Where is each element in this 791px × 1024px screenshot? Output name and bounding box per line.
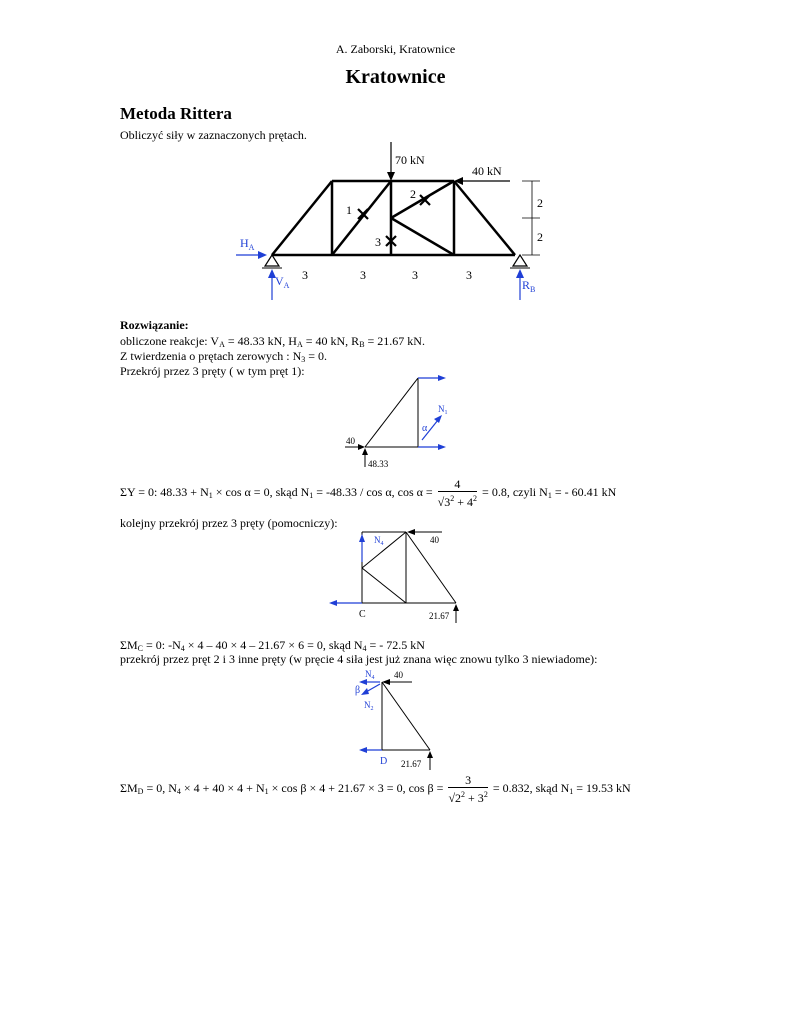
bar-2-label: 2	[410, 187, 416, 201]
fig2-N1-label: $N_1$	[438, 404, 448, 416]
eq1-denominator: $√3^2 + 4^2$	[437, 494, 478, 509]
dim-vertical-lower: 2	[537, 230, 543, 244]
pin-support-icon	[265, 255, 279, 266]
span-3: 3	[412, 268, 418, 282]
equation-1	[120, 478, 616, 509]
reaction-VA-label: $V_A$	[275, 274, 290, 290]
running-header: A. Zaborski, Kratownice	[335, 42, 456, 56]
eq1-right: = 0.8, czyli $N_1$ = - 60.41 kN	[482, 485, 617, 501]
fig2-alpha-label: α	[422, 423, 428, 434]
fig2-reaction-label: 48.33	[368, 459, 389, 469]
section-1-line: Przekrój przez 3 pręty ( w tym pręt 1):	[120, 364, 305, 378]
eq1-fraction	[438, 478, 477, 509]
eq3-left: $\Sigma M_D = 0$, $N_4 \times 4 + 40 \times 4 + N_1 \times \cos \beta \times 4 + 21.67 \times 3 = 0$, cos β =	[120, 781, 444, 797]
equation-3	[120, 774, 631, 805]
fig4-beta-label: β	[355, 685, 361, 696]
solution-heading: Rozwiązanie:	[120, 318, 189, 332]
reaction-HA-label: $H_A$	[240, 236, 255, 252]
bar-3-label: 3	[375, 235, 381, 249]
eq3-right: = 0.832, skąd $N_1 = 19.53$ kN	[492, 781, 631, 797]
span-4: 3	[466, 268, 472, 282]
fig3-N4-label: $N_4$	[374, 535, 384, 547]
roller-support-icon	[513, 255, 527, 266]
eq3-denominator: $√2^2 + 3^2$	[448, 790, 488, 805]
section-1-figure	[330, 372, 460, 472]
section-title: Metoda Rittera	[120, 104, 232, 123]
load-70-label: 70 kN	[395, 153, 425, 167]
page-title: Kratownice	[345, 66, 446, 88]
eq3-numerator: 3	[448, 774, 487, 788]
section-3-line: przekrój przez pręt 2 i 3 inne pręty (w pręcie 4 siła jest już znana więc znowu tylko 3 niewiadome):	[120, 652, 598, 666]
arrow-down-icon	[387, 172, 395, 181]
fig4-N2-label: $N_2$	[364, 700, 374, 712]
fig3-point-C: C	[359, 609, 366, 620]
eq1-numerator: 4	[438, 478, 477, 492]
reaction-RB-label: $R_B$	[522, 278, 536, 294]
eq1-left: ΣY = 0: $48.33 + N_1 \times \cos \alpha = 0$, skąd $N_1 = -48.33 / \cos \alpha$, cos α =	[120, 485, 433, 501]
arrow-right-icon	[258, 251, 267, 259]
section-2-figure	[326, 526, 476, 626]
span-1: 3	[302, 268, 308, 282]
fig3-load-label: 40	[430, 535, 439, 545]
zero-bar-line: Z twierdzenia o prętach zerowych : $N_3 = 0$.	[120, 349, 328, 364]
arrow-up-icon	[516, 269, 524, 278]
dim-vertical-upper: 2	[537, 196, 543, 210]
section-3-figure	[350, 666, 440, 774]
load-40-label: 40 kN	[472, 164, 502, 178]
eq3-fraction	[448, 774, 487, 805]
fig2-load-label: 40	[346, 436, 355, 446]
span-2: 3	[360, 268, 366, 282]
fig3-reaction-label: 21.67	[429, 611, 450, 621]
fig4-reaction-label: 21.67	[401, 759, 422, 769]
fig4-point-D: D	[380, 756, 388, 767]
truss-figure	[0, 0, 791, 310]
fig4-load-label: 40	[394, 670, 403, 680]
reactions-line: obliczone reakcje: $V_A = 48.33$ kN, $H_A = 40$ kN, $R_B = 21.67$ kN.	[120, 334, 425, 349]
section-2-line: kolejny przekrój przez 3 pręty (pomocniczy):	[120, 516, 338, 530]
task-text: Obliczyć siły w zaznaczonych prętach.	[120, 128, 307, 142]
equation-2: $\Sigma M_C = 0$: $-N_4 \times 4 - 40 \times 4 - 21.67 \times 6 = 0$, skąd $N_4$ = - 72.5 kN	[120, 638, 425, 653]
bar-1-label: 1	[346, 203, 352, 217]
fig4-N4-label: $N_4$	[365, 669, 375, 681]
